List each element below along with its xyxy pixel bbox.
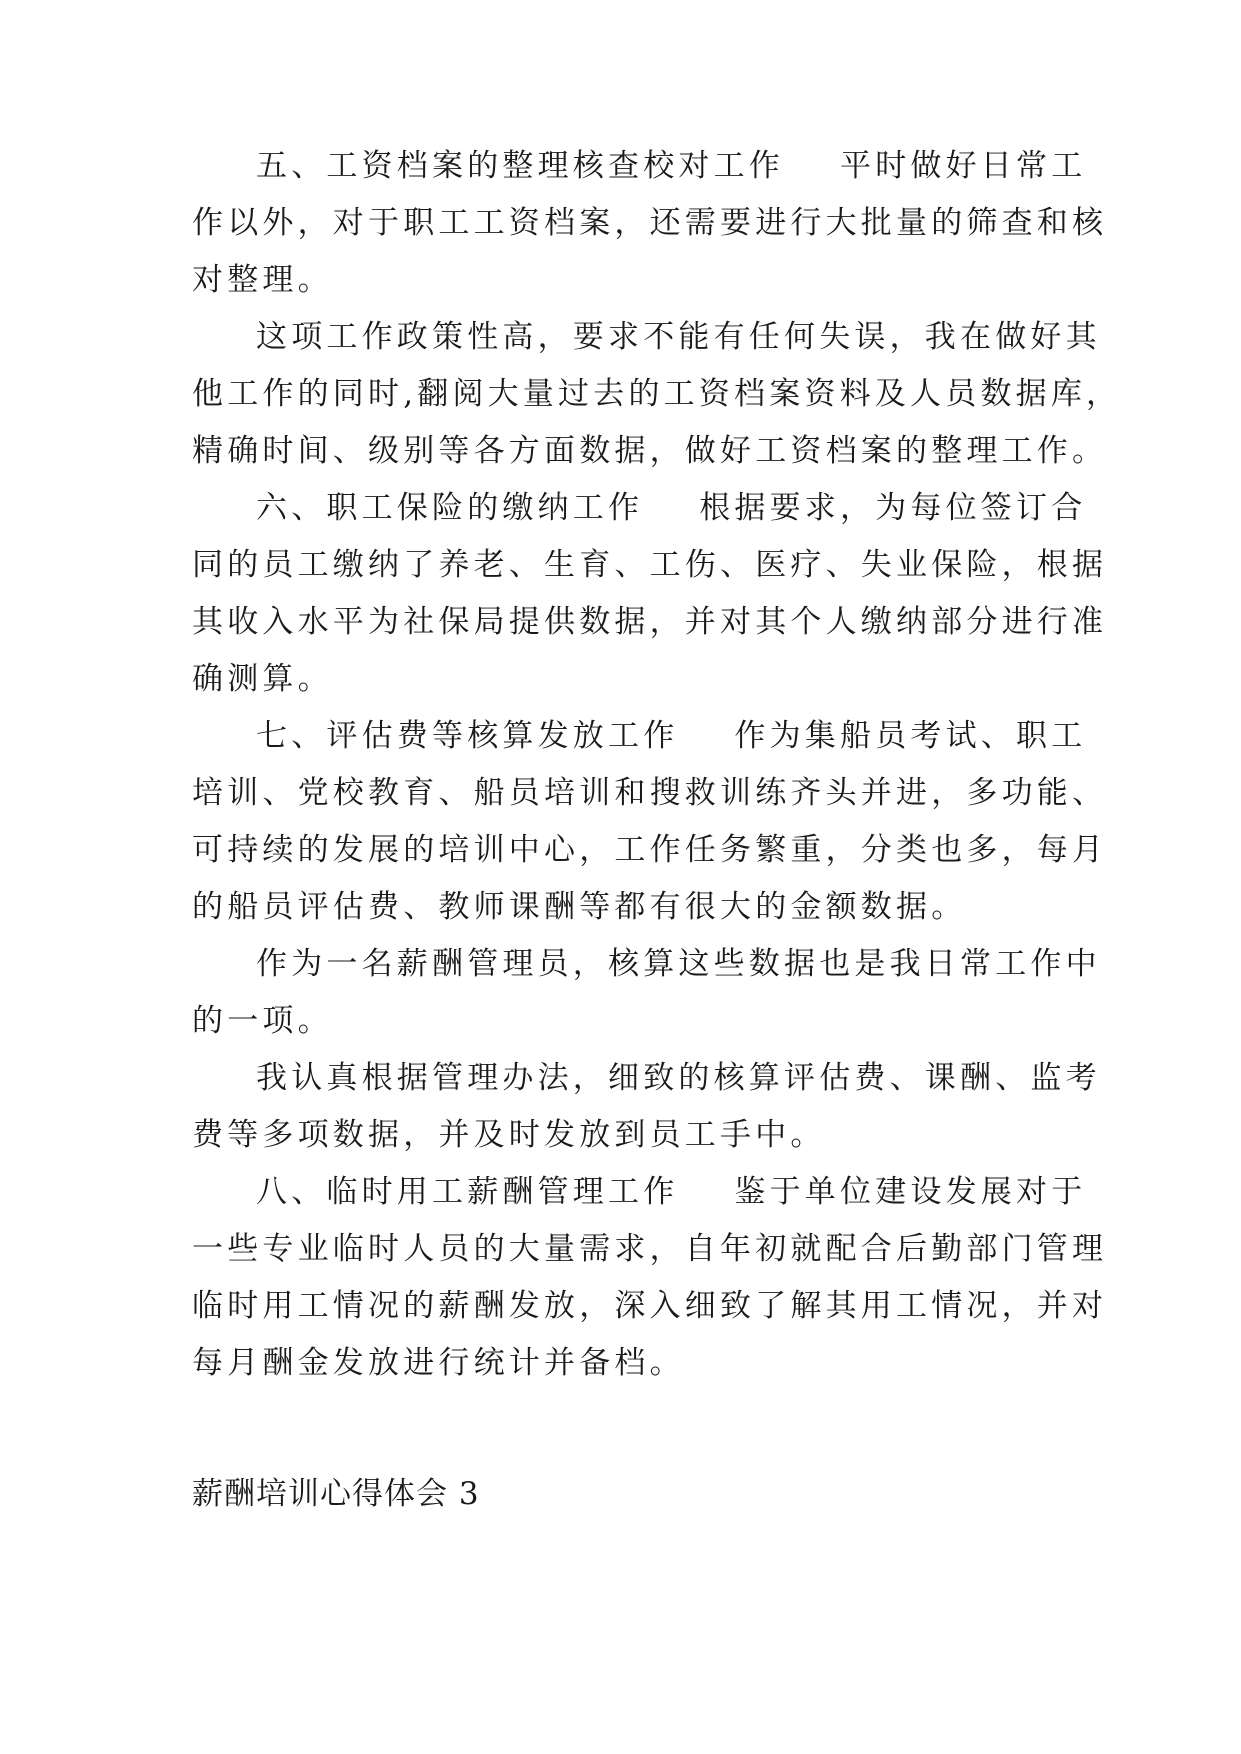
item-heading: 六、职工保险的缴纳工作 (256, 490, 644, 526)
item-heading: 五、工资档案的整理核查校对工作 (256, 148, 784, 184)
paragraph-line (256, 146, 1087, 186)
paragraph-line: 作为一名薪酬管理员，核算这些数据也是我日常工作中 (256, 946, 1101, 982)
item-text: 作为集船员考试、职工 (734, 718, 1087, 754)
item-text: 平时做好日常工 (840, 148, 1087, 184)
paragraph-line: 一些专业临时人员的大量需求，自年初就配合后勤部门管理 (192, 1231, 1108, 1267)
item-text: 鉴于单位建设发展对于 (734, 1174, 1087, 1210)
item-heading: 八、临时用工薪酬管理工作 (256, 1174, 679, 1210)
item-text: 根据要求，为每位签订合 (699, 490, 1087, 526)
paragraph-line: 精确时间、级别等各方面数据，做好工资档案的整理工作。 (192, 433, 1108, 469)
paragraph-line: 每月酬金发放进行统计并备档。 (192, 1345, 685, 1381)
paragraph-line: 临时用工情况的薪酬发放，深入细致了解其用工情况，并对 (192, 1288, 1108, 1324)
item-heading: 七、评估费等核算发放工作 (256, 718, 679, 754)
paragraph-line: 费等多项数据，并及时发放到员工手中。 (192, 1117, 826, 1153)
paragraph-line: 他工作的同时,翻阅大量过去的工资档案资料及人员数据库， (192, 376, 1122, 412)
paragraph-line: 我认真根据管理办法，细致的核算评估费、课酬、监考 (256, 1060, 1101, 1096)
paragraph-line: 同的员工缴纳了养老、生育、工伤、医疗、失业保险，根据 (192, 547, 1108, 583)
paragraph-line (256, 488, 1087, 528)
paragraph-line: 的船员评估费、教师课酬等都有很大的金额数据。 (192, 889, 967, 925)
paragraph-line: 确测算。 (192, 661, 333, 697)
paragraph-line (256, 1172, 1087, 1212)
paragraph-line (256, 716, 1087, 756)
paragraph-line: 培训、党校教育、船员培训和搜救训练齐头并进，多功能、 (192, 775, 1108, 811)
paragraph-line: 可持续的发展的培训中心，工作任务繁重，分类也多，每月 (192, 832, 1108, 868)
paragraph-line: 对整理。 (192, 262, 333, 298)
section-heading: 薪酬培训心得体会 3 (192, 1476, 480, 1512)
paragraph-line: 这项工作政策性高，要求不能有任何失误，我在做好其 (256, 319, 1101, 355)
paragraph-line: 作以外，对于职工工资档案，还需要进行大批量的筛查和核 (192, 205, 1108, 241)
paragraph-line: 其收入水平为社保局提供数据，并对其个人缴纳部分进行准 (192, 604, 1108, 640)
paragraph-line: 的一项。 (192, 1003, 333, 1039)
